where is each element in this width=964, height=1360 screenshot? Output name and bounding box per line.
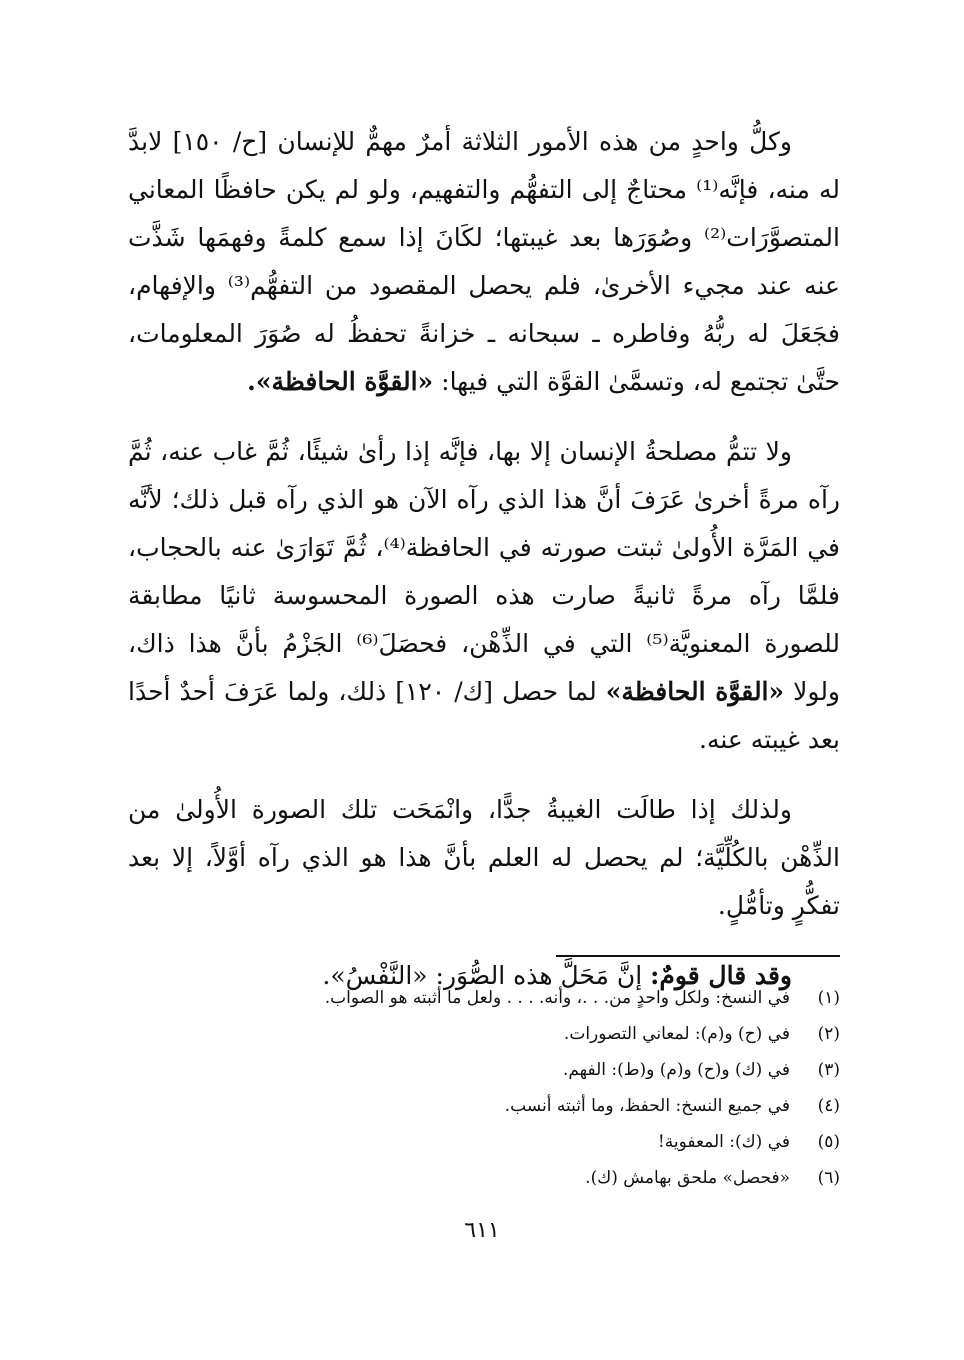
paragraph-1-text: وكلُّ واحدٍ من هذه الأمور الثلاثة أمرٌ مهمٌّ للإنسان [ح/ ١٥٠] لابدَّ له منه، فإنَّه⁽¹⁾ محتاجٌ إلى التفهُّم والتفهيم، ولو لم يكن حافظًا المعاني المتصوَّرَات⁽²⁾ وصُوَرَها بعد غيبتها؛ لكَانَ إذا سمع كلمةً وفهمَها شَذَّت عنه عند مجيء الأخرىٰ، فلم يحصل المقصود من التفهُّم⁽³⁾ والإفهام، فجَعَلَ له ربُّهُ وفاطره ـ سبحانه ـ خزانةً تحفظُ له صُوَرَ المعلومات، حتَّىٰ تجتمع له، وتسمَّىٰ القوَّة التي فيها:	[128, 127, 840, 396]
paragraph-2-after: لما حصل [ك/ ١٢٠] ذلك، ولما عَرَفَ أحدٌ أحدًا بعد غيبته عنه.	[128, 677, 840, 754]
footnote-number: (٣)	[817, 1060, 840, 1080]
footnote	[128, 980, 840, 1016]
footnote-number: (٢)	[817, 1024, 840, 1044]
footnote	[128, 1016, 840, 1052]
footnote-divider	[556, 955, 840, 957]
main-text	[128, 118, 840, 1022]
footnote-text: في النسخ: ولكل واحدٍ من. . .، وأنه. . . . ولعل ما أثبته هو الصواب.	[324, 988, 790, 1008]
page-number: ٦١١	[464, 1218, 500, 1243]
footnote-text: «فحصل» ملحق بهامش (ك).	[585, 1168, 790, 1188]
footnote-text: في (ك): المعفوية!	[657, 1132, 790, 1152]
footnote-number: (٥)	[817, 1132, 840, 1152]
paragraph-4-bold: وقد قال قومٌ:	[650, 961, 792, 990]
paragraph-3-text: ولذلك إذا طالَت الغيبةُ جدًّا، وانْمَحَت تلك الصورة الأُولىٰ من الذِّهْن بالكُلِّيَّة؛ لم يحصل له العلم بأنَّ هذا هو الذي رآه أوَّلاً، إلا بعد تفكُّرٍ وتأمُّلٍ.	[128, 795, 840, 920]
footnotes	[128, 980, 840, 1196]
footnote-text: في جميع النسخ: الحفظ، وما أثبته أنسب.	[504, 1096, 790, 1116]
paragraph-2-text: ولا تتمُّ مصلحةُ الإنسان إلا بها، فإنَّه إذا رأىٰ شيئًا، ثُمَّ غاب عنه، ثُمَّ رآه مرةً أخرىٰ عَرَفَ أنَّ هذا الذي رآه الآن هو الذي رآه قبل ذلك؛ لأنَّه في المَرَّة الأُولىٰ ثبتت صورته في الحافظة⁽⁴⁾، ثُمَّ تَوَارَىٰ عنه بالحجاب، فلمَّا رآه مرةً ثانيةً صارت هذه الصورة المحسوسة ثانيًا مطابقة للصورة المعنويَّة⁽⁵⁾ التي في الذِّهْن، فحصَلَ⁽⁶⁾ الجَزْمُ بأنَّ هذا ذاك، ولولا	[128, 437, 841, 706]
footnote	[128, 1160, 840, 1196]
paragraph-1-bold: «القوَّة الحافظة».	[247, 367, 434, 396]
footnote-number: (٤)	[817, 1096, 840, 1116]
footnote-text: في (ك) و(ح) و(م) و(ط): الفهم.	[562, 1060, 790, 1080]
paragraph-4-after: إنَّ مَحَلَّ هذه الصُّوَر: «النَّفْسُ».	[322, 961, 651, 990]
paragraph-2-bold: «القوَّة الحافظة»	[605, 677, 785, 706]
footnote-number: (١)	[817, 988, 840, 1008]
footnote-text: في (ح) و(م): لمعاني التصورات.	[563, 1024, 790, 1044]
paragraph-3	[128, 786, 840, 930]
footnote-number: (٦)	[817, 1168, 840, 1188]
paragraph-2	[128, 428, 840, 764]
footnote	[128, 1052, 840, 1088]
footnote	[128, 1124, 840, 1160]
paragraph-1	[128, 118, 840, 406]
footnote	[128, 1088, 840, 1124]
